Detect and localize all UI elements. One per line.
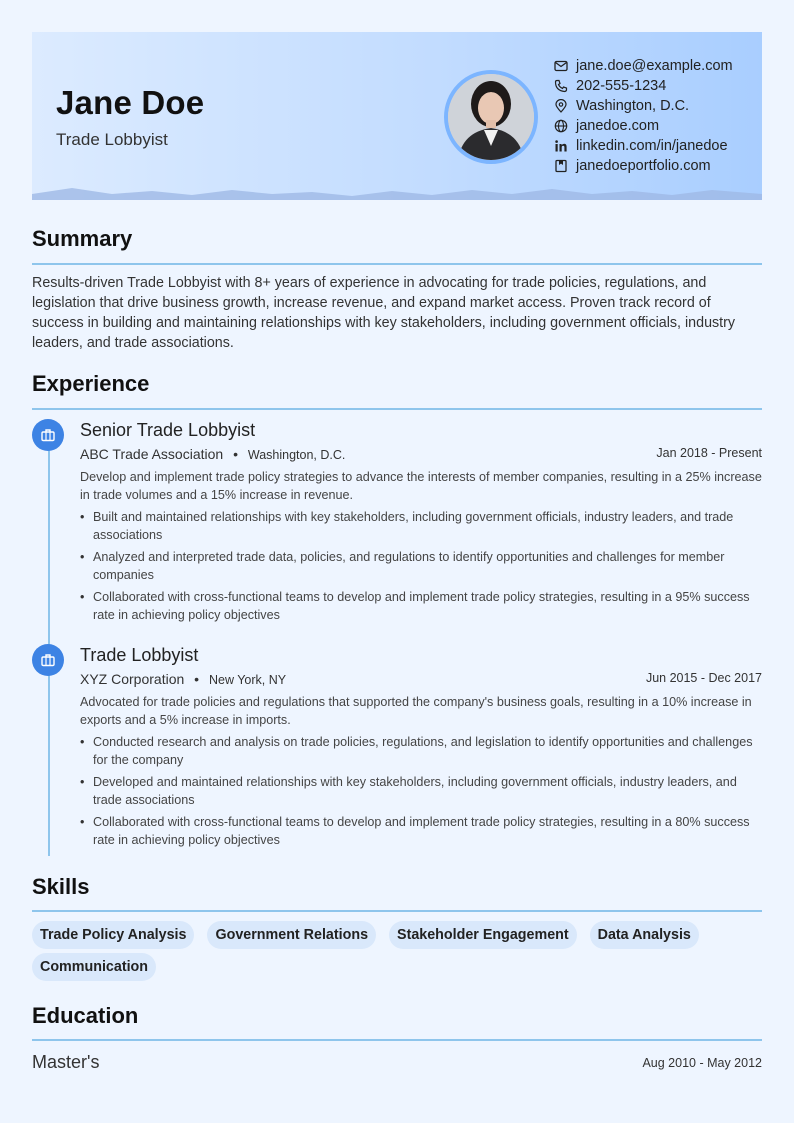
contact-website-text: janedoe.com [576,118,660,134]
candidate-name: Jane Doe [56,84,205,121]
contact-website[interactable] [554,116,733,136]
contact-email[interactable] [554,56,733,76]
job-dates: Jun 2015 - Dec 2017 [645,671,762,685]
portfolio-icon [554,159,568,173]
section-divider [32,910,762,912]
job-location: Washington, D.C. [247,448,346,462]
header-wave-decoration [32,184,762,200]
contact-location-text: Washington, D.C. [576,98,690,114]
avatar [444,70,538,164]
job-description: Advocated for trade policies and regulations that supported the company's business goals, resulting in a 10% increase in exports and a 5% increase in imports. [80,695,752,727]
job-title: Senior Trade Lobbyist [80,420,256,440]
job-company: XYZ Corporation [80,671,185,687]
contact-phone-text: 202-555-1234 [576,78,667,94]
job-entry [80,645,762,853]
contact-location [554,96,733,116]
list-item: • Analyzed and interpreted trade data, policies, and regulations to identify opportunities and challenges for member companies [80,548,762,584]
education-heading: Education [32,1003,139,1028]
skills-list [32,921,762,985]
contact-email-text: jane.doe@example.com [576,58,733,74]
briefcase-icon [40,652,56,668]
candidate-title: Trade Lobbyist [56,130,168,149]
meta-separator: • [233,446,238,462]
skills-heading: Skills [32,874,90,899]
globe-icon [554,119,568,133]
job-bullets [80,508,762,624]
job-location: New York, NY [208,673,287,687]
skill-chip: Stakeholder Engagement [389,921,577,949]
section-divider [32,263,762,265]
section-divider [32,1039,762,1041]
contact-portfolio[interactable] [554,156,733,176]
job-bullets [80,733,762,849]
education-section [32,1003,762,1041]
list-item: • Built and maintained relationships with key stakeholders, including government officials, industry leaders, and trade associations [80,508,762,544]
skills-section [32,874,762,912]
section-divider [32,408,762,410]
job-meta [80,671,762,693]
job-meta [80,446,762,468]
contact-list [554,56,733,176]
list-item: • Developed and maintained relationships with key stakeholders, including government officials, industry leaders, and trade associations [80,773,762,809]
linkedin-icon [554,139,568,153]
contact-phone[interactable] [554,76,733,96]
list-item: • Conducted research and analysis on trade policies, regulations, and legislation to identify opportunities and challenges for the company [80,733,762,769]
experience-section [32,371,762,410]
summary-text: Results-driven Trade Lobbyist with 8+ years of experience in advocating for trade policies, regulations, and legislation that drive business growth, increase revenue, and expand market access. Proven track record of success in building and maintaining relationships with key stakeholders, including government officials, industry leaders, and trade associations. [32,275,736,351]
education-dates: Aug 2010 - May 2012 [642,1056,762,1070]
list-item: • Collaborated with cross-functional teams to develop and implement trade policy strategies, resulting in a 95% success rate in achieving policy objectives [80,588,762,624]
resume-header [32,32,762,200]
skill-chip: Government Relations [207,921,376,949]
briefcase-icon [40,427,56,443]
job-company: ABC Trade Association [80,446,224,462]
contact-portfolio-text: janedoeportfolio.com [576,158,711,174]
contact-linkedin[interactable] [554,136,733,156]
phone-icon [554,79,568,93]
education-degree: Master's [32,1052,100,1072]
job-entry [80,420,762,628]
job-title: Trade Lobbyist [80,645,199,665]
summary-section [32,226,762,265]
skill-chip: Communication [32,953,156,981]
timeline-marker [32,419,64,451]
job-dates: Jan 2018 - Present [656,446,762,460]
contact-linkedin-text: linkedin.com/in/janedoe [576,138,728,154]
experience-heading: Experience [32,371,150,396]
mail-icon [554,59,568,73]
skill-chip: Trade Policy Analysis [32,921,194,949]
list-item: • Collaborated with cross-functional teams to develop and implement trade policy strategies, resulting in a 80% success rate in achieving policy objectives [80,813,762,849]
skill-chip: Data Analysis [590,921,699,949]
portrait-image [448,74,534,160]
timeline-marker [32,644,64,676]
location-icon [554,99,568,113]
meta-separator: • [194,671,200,687]
summary-heading: Summary [32,226,133,251]
job-description: Develop and implement trade policy strategies to advance the interests of member companies, resulting in a 25% increase in trade volumes and a 15% increase in revenue. [80,470,762,502]
